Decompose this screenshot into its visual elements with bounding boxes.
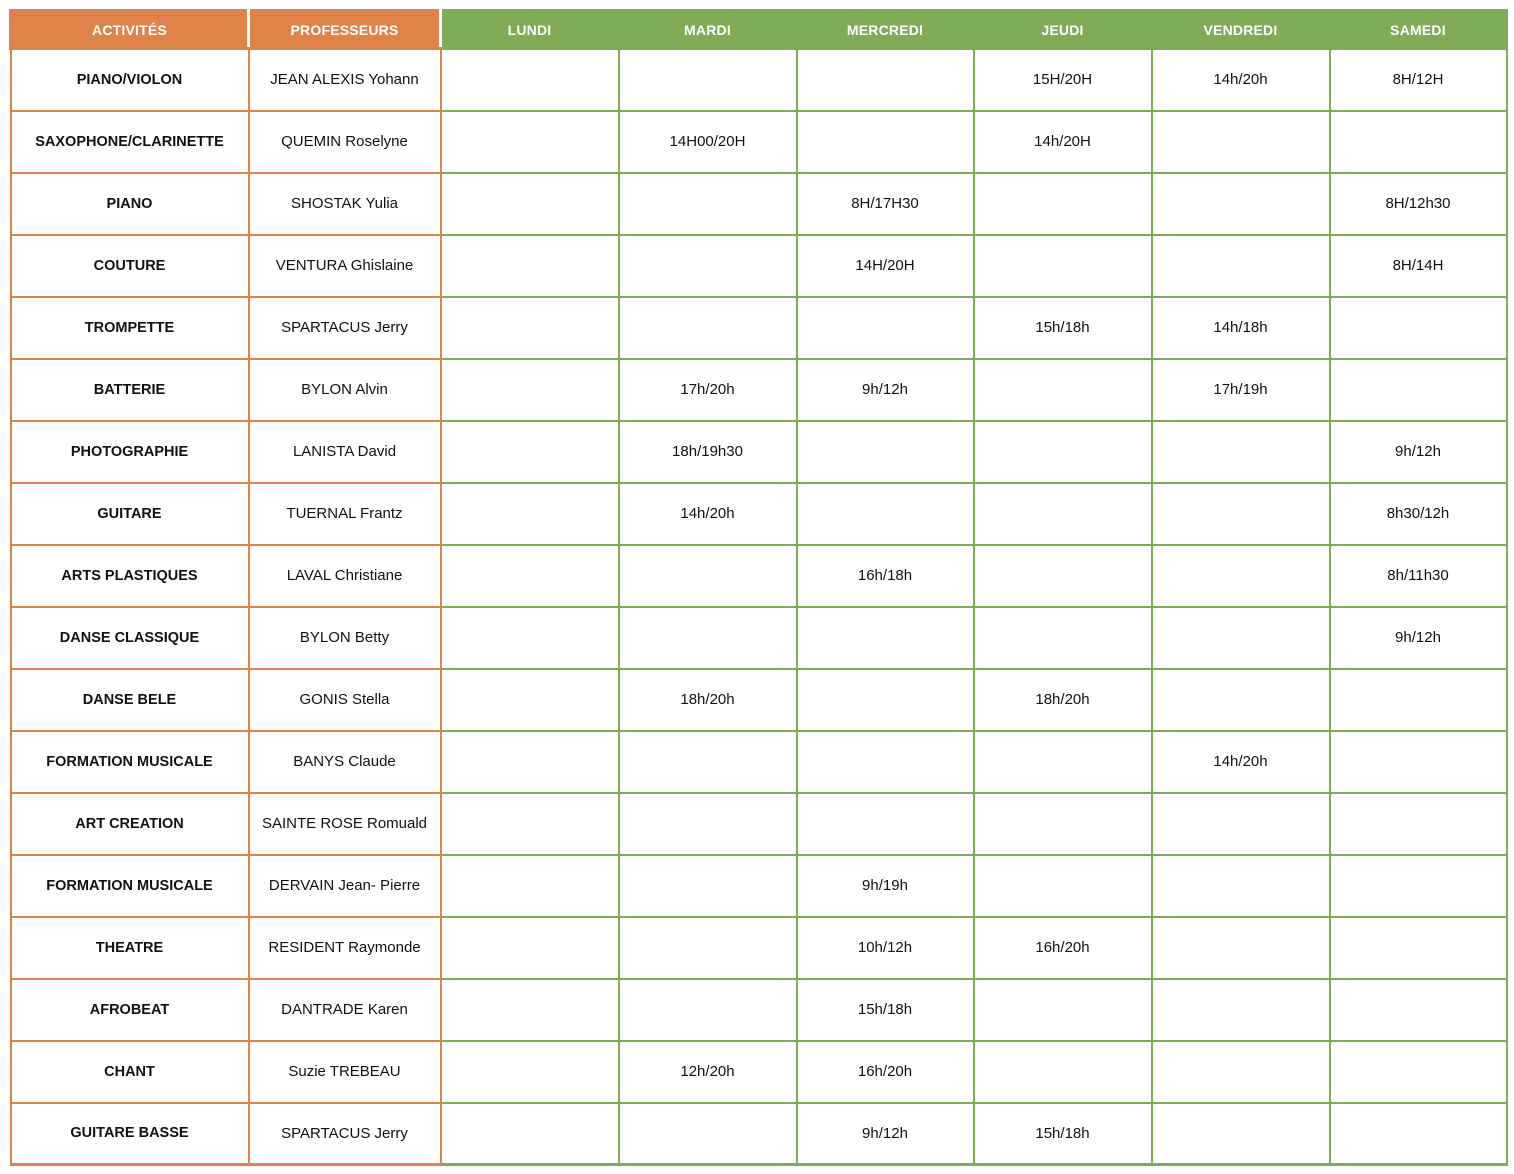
jeudi-cell [974, 1041, 1152, 1103]
samedi-cell: 8H/12h30 [1330, 173, 1507, 235]
header-mercredi: MERCREDI [797, 11, 974, 49]
samedi-cell: 8H/12H [1330, 49, 1507, 111]
table-row [11, 607, 1507, 669]
header-vendredi: VENDREDI [1152, 11, 1330, 49]
mardi-cell: 17h/20h [619, 359, 797, 421]
mercredi-cell: 9h/12h [797, 1103, 974, 1165]
table-row [11, 1041, 1507, 1103]
teacher-cell: LAVAL Christiane [249, 545, 441, 607]
teacher-cell: BYLON Alvin [249, 359, 441, 421]
jeudi-cell [974, 607, 1152, 669]
table-row [11, 483, 1507, 545]
mardi-cell [619, 1103, 797, 1165]
mercredi-cell: 16h/20h [797, 1041, 974, 1103]
vendredi-cell [1152, 235, 1330, 297]
teacher-cell: DANTRADE Karen [249, 979, 441, 1041]
samedi-cell [1330, 297, 1507, 359]
teacher-cell: JEAN ALEXIS Yohann [249, 49, 441, 111]
activity-cell: GUITARE [11, 483, 249, 545]
vendredi-cell [1152, 111, 1330, 173]
vendredi-cell: 14h/18h [1152, 297, 1330, 359]
mercredi-cell: 9h/19h [797, 855, 974, 917]
lundi-cell [441, 607, 619, 669]
jeudi-cell [974, 731, 1152, 793]
vendredi-cell [1152, 173, 1330, 235]
jeudi-cell: 16h/20h [974, 917, 1152, 979]
mardi-cell [619, 173, 797, 235]
samedi-cell [1330, 669, 1507, 731]
lundi-cell [441, 49, 619, 111]
activity-cell: PHOTOGRAPHIE [11, 421, 249, 483]
mardi-cell: 18h/19h30 [619, 421, 797, 483]
mardi-cell [619, 793, 797, 855]
table-header [11, 11, 1507, 49]
jeudi-cell [974, 483, 1152, 545]
teacher-cell: VENTURA Ghislaine [249, 235, 441, 297]
samedi-cell [1330, 111, 1507, 173]
jeudi-cell: 18h/20h [974, 669, 1152, 731]
activity-cell: THEATRE [11, 917, 249, 979]
mercredi-cell [797, 607, 974, 669]
jeudi-cell [974, 979, 1152, 1041]
lundi-cell [441, 793, 619, 855]
lundi-cell [441, 545, 619, 607]
lundi-cell [441, 297, 619, 359]
activity-cell: DANSE CLASSIQUE [11, 607, 249, 669]
table-row [11, 793, 1507, 855]
teacher-cell: GONIS Stella [249, 669, 441, 731]
samedi-cell [1330, 979, 1507, 1041]
activity-cell: CHANT [11, 1041, 249, 1103]
vendredi-cell [1152, 1103, 1330, 1165]
mercredi-cell: 15h/18h [797, 979, 974, 1041]
mardi-cell: 18h/20h [619, 669, 797, 731]
teacher-cell: Suzie TREBEAU [249, 1041, 441, 1103]
header-row [11, 11, 1507, 49]
samedi-cell [1330, 855, 1507, 917]
teacher-cell: LANISTA David [249, 421, 441, 483]
activity-cell: DANSE BELE [11, 669, 249, 731]
jeudi-cell: 15H/20H [974, 49, 1152, 111]
samedi-cell: 9h/12h [1330, 421, 1507, 483]
activity-cell: ARTS PLASTIQUES [11, 545, 249, 607]
mercredi-cell [797, 793, 974, 855]
lundi-cell [441, 1041, 619, 1103]
mercredi-cell: 10h/12h [797, 917, 974, 979]
activity-cell: PIANO [11, 173, 249, 235]
activity-cell: AFROBEAT [11, 979, 249, 1041]
header-activites: ACTIVITÉS [11, 11, 249, 49]
mardi-cell [619, 545, 797, 607]
teacher-cell: SHOSTAK Yulia [249, 173, 441, 235]
mardi-cell [619, 607, 797, 669]
lundi-cell [441, 669, 619, 731]
mercredi-cell [797, 49, 974, 111]
jeudi-cell [974, 359, 1152, 421]
samedi-cell [1330, 793, 1507, 855]
vendredi-cell [1152, 545, 1330, 607]
teacher-cell: SPARTACUS Jerry [249, 1103, 441, 1165]
jeudi-cell [974, 855, 1152, 917]
header-professeurs: PROFESSEURS [249, 11, 441, 49]
samedi-cell [1330, 359, 1507, 421]
table-row [11, 111, 1507, 173]
mardi-cell: 14h/20h [619, 483, 797, 545]
vendredi-cell [1152, 979, 1330, 1041]
activity-cell: GUITARE BASSE [11, 1103, 249, 1165]
mercredi-cell [797, 669, 974, 731]
teacher-cell: DERVAIN Jean- Pierre [249, 855, 441, 917]
schedule-table [9, 9, 1508, 1166]
mercredi-cell: 9h/12h [797, 359, 974, 421]
activity-cell: FORMATION MUSICALE [11, 855, 249, 917]
mercredi-cell [797, 111, 974, 173]
header-mardi: MARDI [619, 11, 797, 49]
mardi-cell [619, 49, 797, 111]
lundi-cell [441, 1103, 619, 1165]
jeudi-cell [974, 545, 1152, 607]
mardi-cell [619, 855, 797, 917]
teacher-cell: BYLON Betty [249, 607, 441, 669]
lundi-cell [441, 979, 619, 1041]
mardi-cell: 14H00/20H [619, 111, 797, 173]
table-row [11, 421, 1507, 483]
samedi-cell: 8h/11h30 [1330, 545, 1507, 607]
table-row [11, 979, 1507, 1041]
jeudi-cell [974, 173, 1152, 235]
samedi-cell [1330, 731, 1507, 793]
jeudi-cell [974, 793, 1152, 855]
jeudi-cell: 14h/20H [974, 111, 1152, 173]
mardi-cell [619, 235, 797, 297]
vendredi-cell [1152, 421, 1330, 483]
table-row [11, 173, 1507, 235]
vendredi-cell [1152, 855, 1330, 917]
samedi-cell: 9h/12h [1330, 607, 1507, 669]
table-row [11, 731, 1507, 793]
vendredi-cell: 14h/20h [1152, 49, 1330, 111]
activity-cell: SAXOPHONE/CLARINETTE [11, 111, 249, 173]
table-row [11, 235, 1507, 297]
table-row [11, 545, 1507, 607]
vendredi-cell [1152, 1041, 1330, 1103]
lundi-cell [441, 359, 619, 421]
samedi-cell: 8H/14H [1330, 235, 1507, 297]
mercredi-cell [797, 297, 974, 359]
mardi-cell [619, 979, 797, 1041]
samedi-cell [1330, 917, 1507, 979]
mardi-cell: 12h/20h [619, 1041, 797, 1103]
mercredi-cell: 8H/17H30 [797, 173, 974, 235]
table-row [11, 917, 1507, 979]
lundi-cell [441, 731, 619, 793]
header-samedi: SAMEDI [1330, 11, 1507, 49]
table-row [11, 359, 1507, 421]
lundi-cell [441, 111, 619, 173]
table-row [11, 855, 1507, 917]
mercredi-cell [797, 421, 974, 483]
jeudi-cell: 15h/18h [974, 1103, 1152, 1165]
mercredi-cell [797, 483, 974, 545]
mardi-cell [619, 917, 797, 979]
header-jeudi: JEUDI [974, 11, 1152, 49]
vendredi-cell: 14h/20h [1152, 731, 1330, 793]
samedi-cell [1330, 1103, 1507, 1165]
table-row [11, 669, 1507, 731]
lundi-cell [441, 483, 619, 545]
lundi-cell [441, 235, 619, 297]
teacher-cell: RESIDENT Raymonde [249, 917, 441, 979]
vendredi-cell: 17h/19h [1152, 359, 1330, 421]
vendredi-cell [1152, 669, 1330, 731]
table-row [11, 49, 1507, 111]
table-body [11, 49, 1507, 1165]
vendredi-cell [1152, 607, 1330, 669]
mercredi-cell: 14H/20H [797, 235, 974, 297]
jeudi-cell: 15h/18h [974, 297, 1152, 359]
teacher-cell: SAINTE ROSE Romuald [249, 793, 441, 855]
activity-cell: PIANO/VIOLON [11, 49, 249, 111]
lundi-cell [441, 421, 619, 483]
table-row [11, 1103, 1507, 1165]
teacher-cell: QUEMIN Roselyne [249, 111, 441, 173]
mardi-cell [619, 297, 797, 359]
vendredi-cell [1152, 917, 1330, 979]
samedi-cell: 8h30/12h [1330, 483, 1507, 545]
jeudi-cell [974, 421, 1152, 483]
samedi-cell [1330, 1041, 1507, 1103]
lundi-cell [441, 917, 619, 979]
teacher-cell: TUERNAL Frantz [249, 483, 441, 545]
lundi-cell [441, 173, 619, 235]
jeudi-cell [974, 235, 1152, 297]
lundi-cell [441, 855, 619, 917]
mercredi-cell: 16h/18h [797, 545, 974, 607]
vendredi-cell [1152, 793, 1330, 855]
teacher-cell: SPARTACUS Jerry [249, 297, 441, 359]
header-lundi: LUNDI [441, 11, 619, 49]
table-row [11, 297, 1507, 359]
activity-cell: ART CREATION [11, 793, 249, 855]
mercredi-cell [797, 731, 974, 793]
activity-cell: BATTERIE [11, 359, 249, 421]
activity-cell: TROMPETTE [11, 297, 249, 359]
activity-cell: COUTURE [11, 235, 249, 297]
vendredi-cell [1152, 483, 1330, 545]
activity-cell: FORMATION MUSICALE [11, 731, 249, 793]
teacher-cell: BANYS Claude [249, 731, 441, 793]
mardi-cell [619, 731, 797, 793]
